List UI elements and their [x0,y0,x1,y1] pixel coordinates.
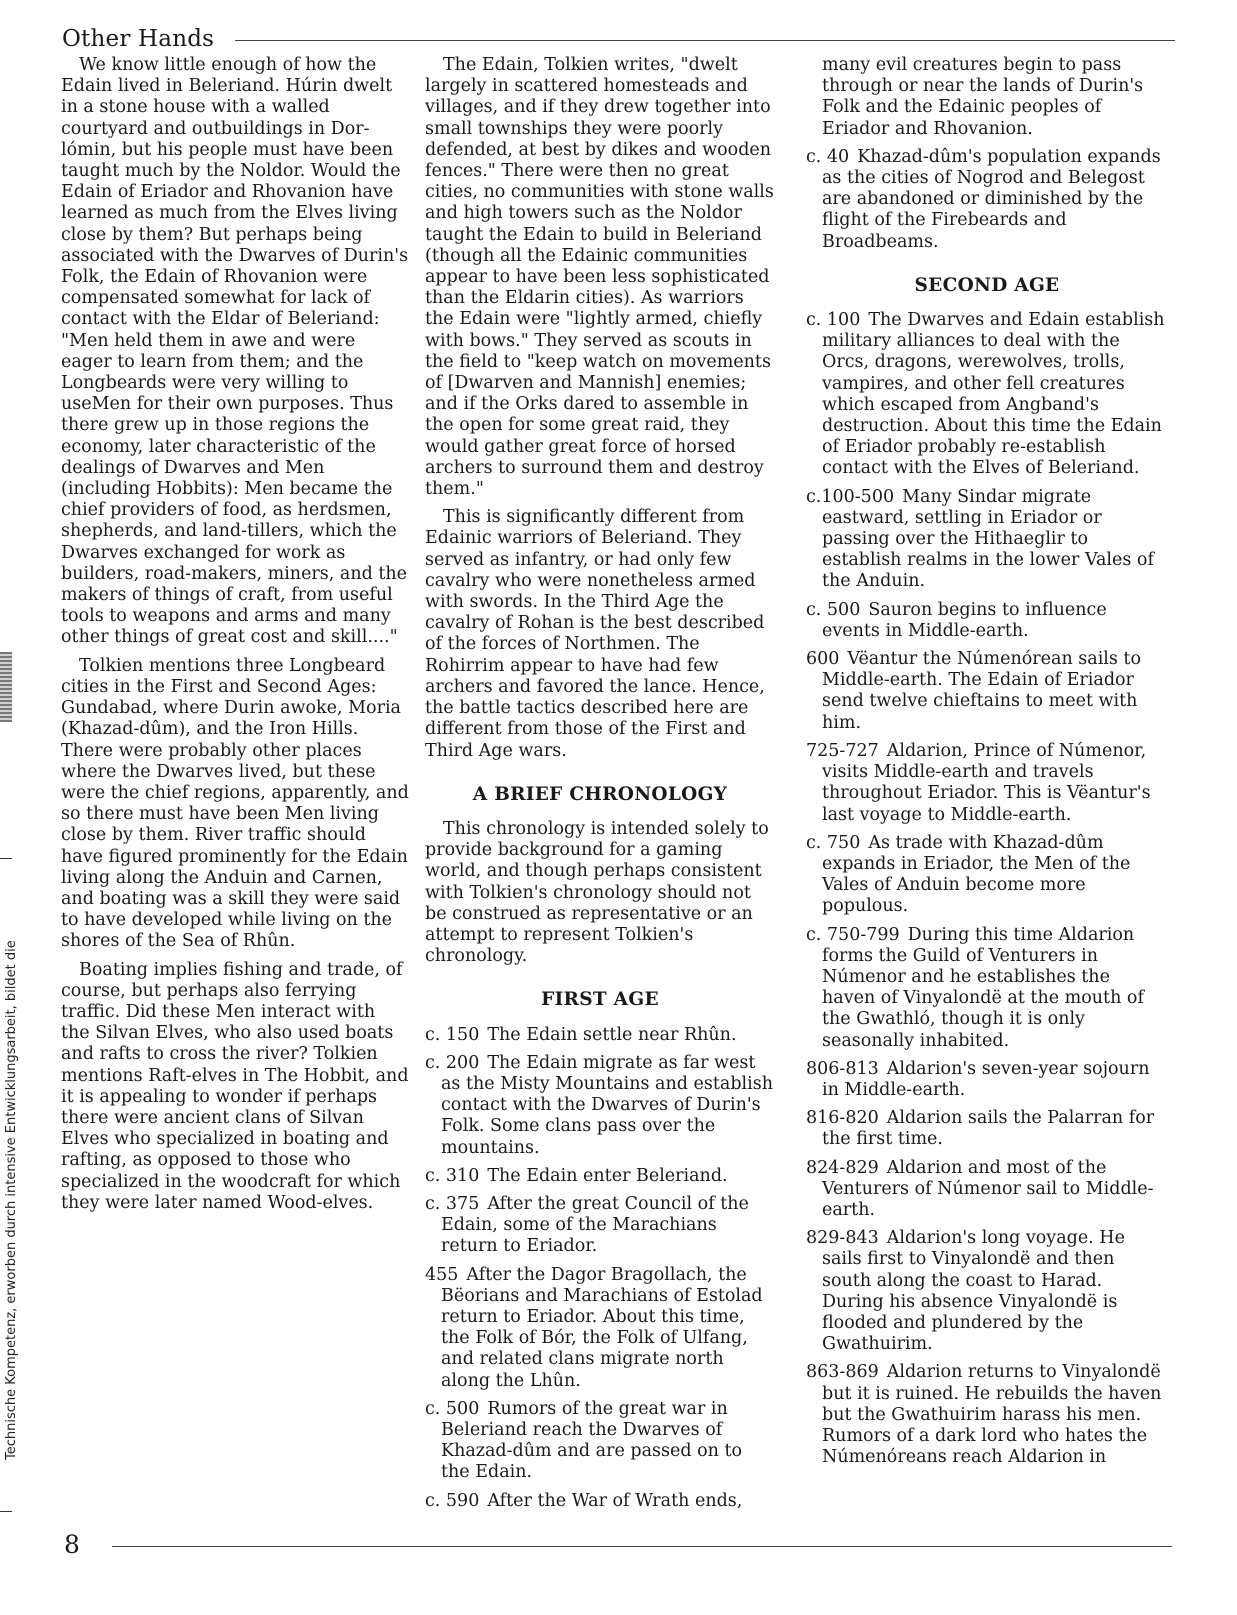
entry-date: c. 150 [425,1024,480,1045]
paragraph: The Edain, Tolkien writes, "dwelt largely in scattered homesteads and villages, and if they drew together into small townships they were poorly defended, at best by dikes and wooden fences." There were then no great cities, no communities with stone walls and high towers such as the Noldor taught the Edain to build in Beleriand (though all the Edainic communities appear to have been less sophisticated than the Eldarin cities). As warriors the Edain were "lightly armed, chiefly with bows." They served as scouts in the field to "keep watch on movements of [Dwarven and Mannish] enemies; and if the Orks dared to assemble in the open for some great raid, they would gather great force of horsed archers to surround them and destroy them." [425,55,774,500]
entry-date: c. 200 [425,1052,480,1073]
section-heading-first-age: FIRST AGE [541,989,659,1011]
section-heading-chronology: A BRIEF CHRONOLOGY [472,783,728,805]
continuation-text: many evil creatures begin to pass through or near the lands of Durin's Folk and the Edainic peoples of Eriador and Rhovanion. [822,55,1144,139]
scan-margin-mark [0,652,12,722]
page-header-title: Other Hands [62,26,215,52]
entry-text: After the War of Wrath ends, [487,1490,743,1511]
entry-text: After the Dagor Bragollach, the Bëorians and Marachians of Estolad return to Eriador. About this time, the Folk of Bór, the Folk of Ulfang, and related clans migrate north along the Lhûn. [441,1264,763,1391]
chronology-entry [425,1053,775,1159]
header-rule [235,40,1175,41]
chronology-entry [806,600,1168,642]
chronology-entry [425,1025,775,1046]
entry-date: 829-843 [806,1228,879,1249]
footer-rule [112,1546,1172,1547]
entry-text: The Edain enter Beleriand. [487,1165,728,1186]
sidebar-vertical-text: Technische Kompetenz, erworben durch intensive Entwicklungsarbeit, bildet die [4,940,19,1460]
entry-text: During this time Aldarion forms the Guild of Venturers in Númenor and he establishes the haven of Vinyalondë at the mouth of the Gwathló, though it is only seasonally inhabited. [822,924,1144,1051]
entry-date: 863-869 [806,1362,879,1383]
entry-date: c. 750 [806,832,861,853]
entry-text: Aldarion, Prince of Númenor, visits Middle-earth and travels throughout Eriador. This is Vëantur's last voyage to Middle-earth. [822,740,1151,825]
chronology-entry [806,487,1168,593]
chronology-entry [425,1265,775,1392]
entry-date: c. 375 [425,1193,480,1214]
entry-date: c. 40 [806,146,850,167]
entry-date: c. 500 [806,599,861,620]
entry-text: Sauron begins to influence events in Middle-earth. [822,599,1107,641]
chronology-entry [806,925,1168,1052]
chronology-entry [425,1399,775,1484]
entry-text: Rumors of the great war in Beleriand reach the Dwarves of Khazad-dûm and are passed on to the Edain. [441,1398,743,1483]
entry-text: Aldarion returns to Vinyalondë but it is ruined. He rebuilds the haven but the Gwathuirim harass his men. Rumors of a dark lord who hates the Númenóreans reach Aldarion in [822,1362,1162,1468]
entry-text: The Edain migrate as far west as the Misty Mountains and establish contact with the Dwarves of Durin's Folk. Some clans pass over the mountains. [441,1052,773,1158]
page-number: 8 [64,1530,80,1559]
entry-text: The Dwarves and Edain establish military alliances to deal with the Orcs, dragons, werewolves, trolls, vampires, and other fell creatures which escaped from Angband's destruction. About this time the Edain of Eriador probably re-establish contact with the Elves of Beleriand. [822,310,1165,479]
chronology-entry [425,1166,775,1187]
entry-date: 455 [425,1264,459,1285]
chronology-entry [806,147,1168,253]
entry-text: As trade with Khazad-dûm expands in Eriador, the Men of the Vales of Anduin become more populous. [822,832,1131,917]
chronology-intro: This chronology is intended solely to provide background for a gaming world, and though perhaps consistent with Tolkien's chronology should not be construed as representative or an attempt to represent Tolkien's chronology. [425,818,769,967]
paragraph: Boating implies fishing and trade, of course, but perhaps also ferrying traffic. Did these Men interact with the Silvan Elves, who also used boats and rafts to cross the river? Tolkien mentions Raft-elves in The Hobbit, and it is appealing to wonder if perhaps there were ancient clans of Silvan Elves who specialized in boating and rafting, as opposed to those who specialized in the woodcraft for which they were later named Wood-elves. [61,959,409,1213]
entry-text: Aldarion and most of the Venturers of Númenor sail to Middle-earth. [822,1157,1154,1220]
entry-text: Aldarion's long voyage. He sails first to Vinyalondë and then south along the coast to Harad. During his absence Vinyalondë is flooded and plundered by the Gwathuirim. [822,1228,1125,1355]
chronology-entry [806,1362,1168,1468]
chronology-entry [806,1059,1168,1101]
entry-date: c. 310 [425,1165,480,1186]
section-heading-second-age: SECOND AGE [914,274,1060,296]
entry-text: The Edain settle near Rhûn. [487,1024,737,1045]
entry-text: After the great Council of the Edain, some of the Marachians return to Eriador. [441,1193,749,1257]
entry-date: c. 100 [806,310,861,331]
entry-date: 725-727 [806,740,879,761]
entry-text: Khazad-dûm's population expands as the cities of Nogrod and Belegost are abandoned or diminished by the flight of the Firebeards and Broadbeams. [822,146,1161,252]
entry-text: Aldarion's seven-year sojourn in Middle-earth. [822,1058,1150,1100]
entry-date: c.100-500 [806,486,895,507]
margin-tick [0,1511,12,1512]
margin-tick [0,858,12,859]
chronology-entry [425,1194,775,1258]
entry-date: 600 [806,649,840,670]
entry-date: c. 500 [425,1398,480,1419]
column-2 [425,55,775,1519]
paragraph: This is significantly different from Edainic warriors of Beleriand. They served as infantry, or had only few cavalry who were nonetheless armed with swords. In the Third Age the cavalry of Rohan is the best described of the forces of Northmen. The Rohirrim appear to have had few archers and favored the lance. Hence, the battle tactics described here are different from those of the First and Third Age wars. [425,507,765,761]
chronology-entry [806,1228,1168,1355]
chronology-entry [806,649,1168,734]
entry-text: Vëantur the Númenórean sails to Middle-earth. The Edain of Eriador send twelve chieftains to meet with him. [822,649,1142,733]
entry-text: Aldarion sails the Palarran for the first time. [822,1108,1155,1150]
entry-text: Many Sindar migrate eastward, settling in Eriador or passing over the Hithaeglir to establish realms in the lower Vales of the Anduin. [822,486,1154,592]
paragraph: We know little enough of how the Edain lived in Beleriand. Húrin dwelt in a stone house with a walled courtyard and outbuildings in Dor-lómin, but his people must have been taught much by the Noldor. Would the Edain of Eriador and Rhovanion have learned as much from the Elves living close by them? But perhaps being associated with the Dwarves of Durin's Folk, the Edain of Rhovanion were compensated somewhat for lack of contact with the Eldar of Beleriand: "Men held them in awe and were eager to learn from them; and the Longbeards were very willing to useMen for their own purposes. Thus there grew up in those regions the economy, later characteristic of the dealings of Dwarves and Men (including Hobbits): Men became the chief providers of food, as herdsmen, shepherds, and land-tillers, which the Dwarves exchanged for work as builders, road-makers, miners, and the makers of things of craft, from useful tools to weapons and arms and many other things of great cost and skill...." [61,55,409,648]
column-1 [61,55,409,1221]
entry-date: 816-820 [806,1108,879,1129]
column-3 [806,55,1168,1475]
entry-date: 824-829 [806,1157,879,1178]
paragraph: Tolkien mentions three Longbeard cities in the First and Second Ages: Gundabad, where Durin awoke, Moria (Khazad-dûm), and the Iron Hills. There were probably other places where the Dwarves lived, but these were the chief regions, apparently, and so there must have been Men living close by them. River traffic should have figured prominently for the Edain living along the Anduin and Carnen, and boating was a skill they were said to have developed while living on the shores of the Sea of Rhûn. [61,655,409,952]
chronology-entry [806,1158,1168,1222]
entry-date: c. 590 [425,1490,480,1511]
chronology-entry [806,741,1168,826]
chronology-entry [806,833,1168,918]
entry-date: 806-813 [806,1058,879,1079]
chronology-entry [425,1491,775,1512]
entry-date: c. 750-799 [806,924,900,945]
chronology-entry [806,310,1168,480]
chronology-entry [806,1108,1168,1150]
